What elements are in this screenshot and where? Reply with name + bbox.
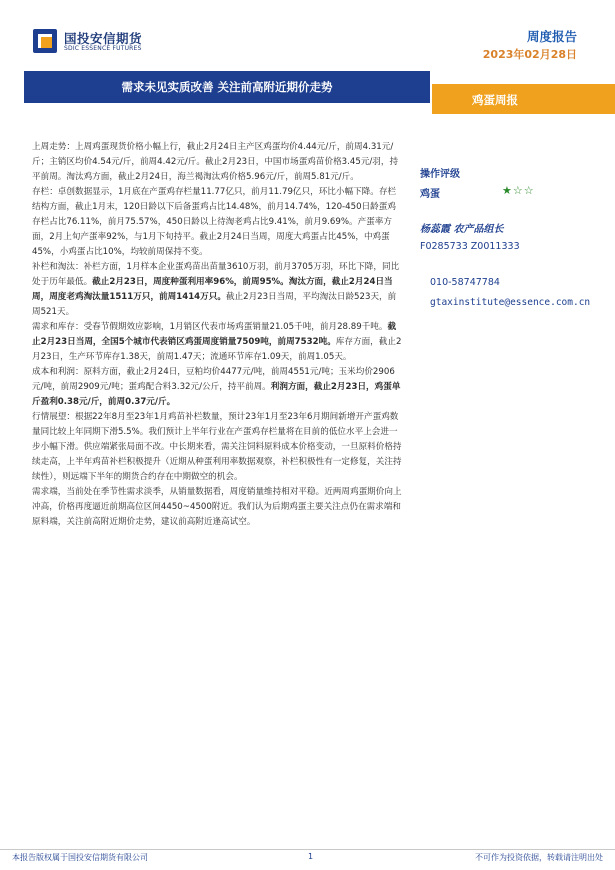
- demand-text-a: 需求和库存：受春节假期效应影响，1月销区代表市场鸡蛋销量21.05千吨，前月28.89千吨。: [32, 322, 388, 332]
- paragraph-weekly-trend: 上周走势：上周鸡蛋现货价格小幅上行，截止2月24日主产区鸡蛋均价4.44元/斤，前周4.31元/斤；主销区均价4.54元/斤，前周4.42元/斤。截止2月23日，中国市场蛋鸡苗价格3.45元/羽，持平前周。淘汰鸡方面，截止2月24日，海兰褐淘汰鸡价格5.96元/斤，前周5.81元/斤。: [32, 142, 399, 182]
- rating-label: 操作评级: [420, 169, 460, 180]
- analyst-email[interactable]: gtaxinstitute@essence.com.cn: [430, 297, 591, 308]
- demand-text-bold: 截止2月23日当周，全国5个城市代表销区鸡蛋周度销量7509吨，前周7532吨。: [32, 322, 397, 347]
- paragraph-replenish: [32, 260, 404, 320]
- paragraph-demand: [32, 320, 404, 365]
- paragraph-inventory: 存栏：卓创数据显示，1月底在产蛋鸡存栏量11.77亿只，前月11.79亿只，环比小幅下降。存栏结构方面，截止1月末，120日龄以下后备蛋鸡占比14.48%，前月14.74%，120-450日龄蛋鸡存栏占比76.11%，前月75.57%，450日龄以上待淘老鸡占比9.41%，前月9.69%。产蛋率方面，2月上旬产蛋率92%，与1月下旬持平。截止2月24日当周，周度大鸡蛋占比45%，中鸡蛋45%，小鸡蛋占比10%，均较前周保持不变。: [32, 187, 397, 257]
- report-date: 2023年02月28日: [482, 48, 577, 61]
- analyst-name: 杨蕊霞 农产品组长: [420, 224, 504, 235]
- paragraph-outlook: 行情展望：根据22年8月至23年1月鸡苗补栏数量，预计23年1月至23年6月期间新增开产蛋鸡数量同比较上年同期下滑5.5%。我们预计上半年行业在产蛋鸡存栏量将在目前的低位水平上会进一步小幅下滑。供应端紧张局面不改。中长期来看，需关注饲料原料成本价格变动，一旦原料价格持续走高，上半年鸡苗补栏积极提升（近期从种蛋利用率数据观察，补栏积极性有一定修复，关注持续性），则远端下半年的期货合约存在中期做空的机会。: [32, 412, 402, 482]
- report-type: 周度报告: [526, 29, 577, 44]
- footer-disclaimer: 不可作为投资依据，转载请注明出处: [475, 853, 603, 862]
- rating-item: 鸡蛋: [420, 189, 440, 200]
- analyst-cert: F0285733 Z0011333: [420, 241, 520, 252]
- replenish-text-bold: 截止2月23日，周度种蛋利用率96%，前周95%。淘汰方面，截止2月24日当周，周度老鸡淘汰量1511万只，前周1414万只。: [32, 277, 393, 302]
- footer-divider: [0, 849, 615, 850]
- report-tag-bar: [432, 84, 615, 114]
- report-tag: 鸡蛋周报: [472, 93, 518, 107]
- paragraph-demand-outlook: 需求端，当前处在季节性需求淡季，从销量数据看，周度销量维持相对平稳。近两周鸡蛋期价向上冲高，价格再度逼近前期高位区间4450~4500附近。我们认为后期鸡蛋主要关注点仍在需求端和原料端，关注前高附近期价走势，建议前高附近逢高试空。: [32, 487, 402, 527]
- demand-text-c: 库存方面，截止2月23日，生产环节库存1.38天，前周1.47天；流通环节库存1.09天，前周1.05天。: [32, 337, 402, 362]
- paragraph-cost-profit: [32, 365, 404, 410]
- rating-stars-icon: ★☆☆: [502, 184, 535, 197]
- analyst-phone: 010-58747784: [430, 277, 500, 288]
- title-bar: [24, 71, 430, 103]
- cost-text-bold: 利润方面，截止2月23日，鸡蛋单斤盈利0.38元/斤，前周0.37元/斤。: [32, 382, 401, 407]
- cost-text-a: 成本和利润：原料方面，截止2月24日，豆粕均价4477元/吨，前周4551元/吨；玉米均价2906元/吨，前周2909元/吨；蛋鸡配合料3.32元/公斤，持平前周。: [32, 367, 395, 392]
- footer-copyright: 本报告版权属于国投安信期货有限公司: [12, 853, 148, 862]
- report-body: [32, 140, 404, 530]
- logo-text-en: SDIC ESSENCE FUTURES: [64, 45, 142, 52]
- page-number: 1: [308, 852, 314, 861]
- logo-text-cn: 国投安信期货: [64, 31, 143, 46]
- replenish-text-c: 截止2月23日当周，平均淘汰日龄523天，前周521天。: [32, 292, 397, 317]
- replenish-text-a: 补栏和淘汰：补栏方面，1月样本企业蛋鸡苗出苗量3610万羽，前月3705万羽，环比下降，同比处于历年最低。: [32, 262, 400, 287]
- report-title: 需求未见实质改善 关注前高附近期价走势: [121, 80, 333, 94]
- logo-mark-icon: [32, 28, 58, 54]
- company-logo: [32, 26, 232, 56]
